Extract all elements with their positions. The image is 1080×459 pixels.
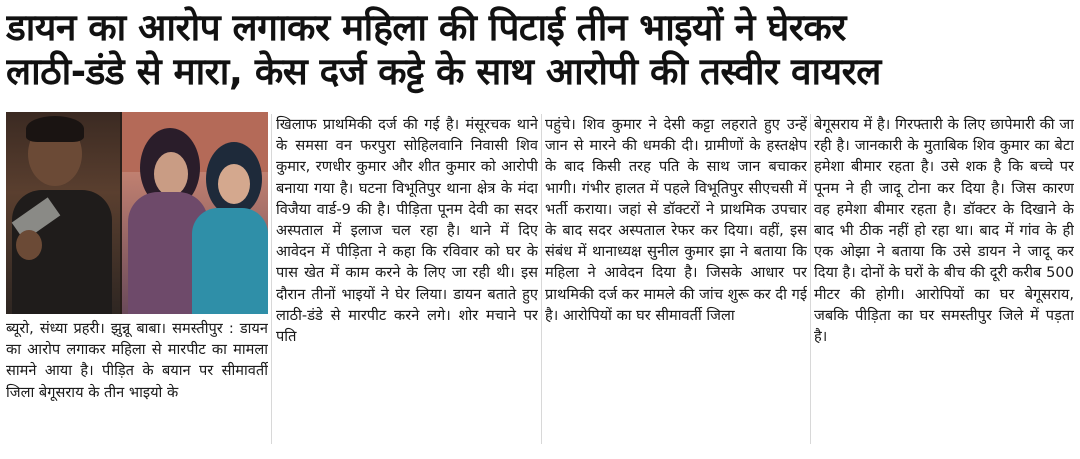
article-paragraph: खिलाफ प्राथमिकी दर्ज की गई है। मंसूरचक थाने के समसा वन फरपुरा सोहिलवानि निवासी शिव कुमार, रणधीर कुमार और शीत कुमार को आरोपी बनाया गया है। घटना विभूतिपुर थाना क्षेत्र के मंदा विजैया वार्ड-9 की है। पीड़िता पूनम देवी का सदर अस्पताल में इलाज चल रहा है। थाने में दिए आवेदन में पीड़िता ने कहा कि रविवार को घर के पास खेत में काम करने के लिए जा रही थी। इस दौरान तीनों भाइयों ने घेर लिया। डायन बताते हुए लाठी-डंडे से मारपीट करने लगे। शोर मचाने पर पति (276, 116, 538, 346)
headline (6, 6, 1076, 94)
news-photo (6, 112, 268, 314)
article-paragraph: ब्यूरो, संध्या प्रहरी। झुन्नू बाबा। समस्तीपुर : डायन का आरोप लगाकर महिला से मारपीट का मामला सामने आया है। पीड़ित के बयान पर सीमावर्ती जिला बेगूसराय के तीन भाइयो के (6, 320, 268, 401)
article-paragraph: बेगूसराय में है। गिरफ्तारी के लिए छापेमारी की जा रही है। जानकारी के मुताबिक शिव कुमार का बेटा हमेशा बीमार रहता है। उसे शक है कि बच्चे पर पूनम ने ही जादू टोना कर दिया है। जिस कारण वह हमेशा बीमार रहता है। डॉक्टर के दिखाने के बाद भी ठीक नहीं हो रहा था। बाद में गांव के ही एक ओझा ने बताया कि उसे डायन ने जादू कर दिया है। दोनों के घरों के बीच की दूरी करीब 500 मीटर की होगी। आरोपियों का घर बेगूसराय, जबकि पीड़िता का घर समस्तीपुर जिले में पड़ता है। (814, 116, 1074, 346)
article-column-2 (276, 114, 538, 444)
article-column-3 (545, 114, 807, 444)
article-column-4 (814, 114, 1074, 444)
column-divider (271, 114, 272, 444)
article-paragraph: पहुंचे। शिव कुमार ने देसी कट्टा लहराते हुए उन्हें जान से मारने की धमकी दी। ग्रामीणों के हस्तक्षेप के बाद किसी तरह पति के साथ जान बचाकर भागी। गंभीर हालत में पहले विभूतिपुर सीएचसी में भर्ती कराया। जहां से डॉक्टरों ने प्राथमिक उपचार के बाद सदर अस्पताल रेफर कर दिया। वहीं, इस संबंध में थानाध्यक्ष सुनील कुमार झा ने बताया कि महिला ने आवेदन दिया है। जिसके आधार पर प्राथमिकी दर्ज कर मामले की जांच शुरू कर दी गई है। आरोपियों का घर सीमावर्ती जिला (545, 116, 807, 324)
column-divider (810, 114, 811, 444)
article-column-1 (6, 318, 268, 450)
headline-line-2: लाठी-डंडे से मारा, केस दर्ज कट्टे के साथ आरोपी की तस्वीर वायरल (6, 50, 881, 93)
victim-photo (122, 112, 268, 314)
accused-photo (6, 112, 120, 314)
headline-line-1: डायन का आरोप लगाकर महिला की पिटाई तीन भाइयों ने घेरकर (6, 6, 846, 49)
column-divider (541, 114, 542, 444)
